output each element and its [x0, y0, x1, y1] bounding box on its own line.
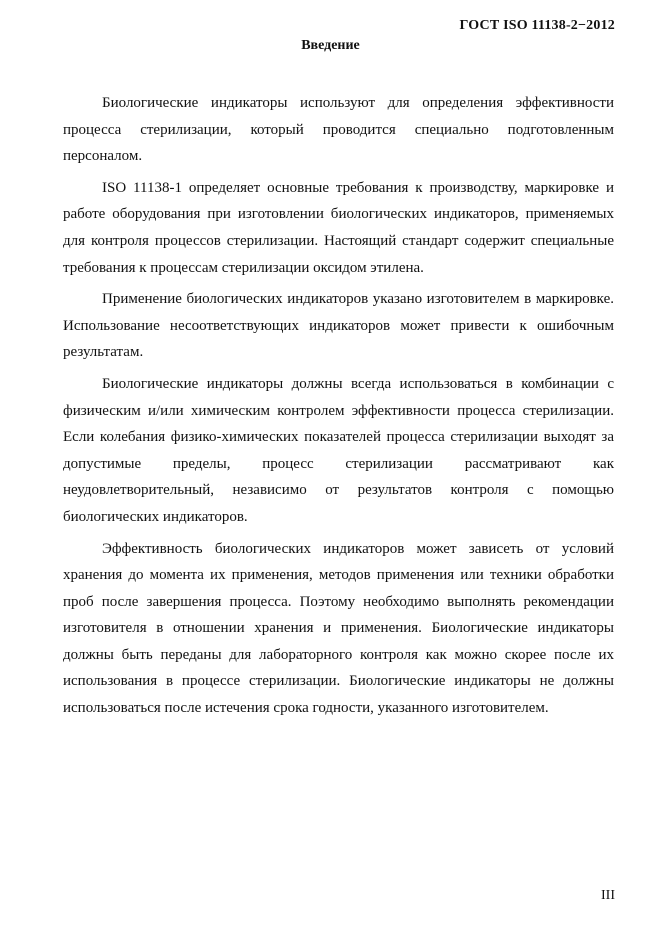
paragraph: Эффективность биологических индикаторов может зависеть от условий хранения до момента их применения, методов применения или техники обработки проб после завершения процесса. Поэтому необходимо выполнять рекомендации изготовителя в отношении хранения и применения. Биологические индикаторы должны быть переданы для лабораторного контроля как можно скорее после их использования в процессе стерилизации. Биологические индикаторы не должны использоваться после истечения срока годности, указанного изготовителем.: [63, 540, 614, 717]
standard-code-header: ГОСТ ISO 11138-2−2012: [459, 18, 615, 33]
paragraph: Биологические индикаторы используют для определения эффективности процесса стерилизации, который проводится специально подготовленным персоналом.: [63, 95, 614, 165]
paragraph: Применение биологических индикаторов указано изготовителем в маркировке. Использование несоответствующих индикаторов может привести к ошибочным результатам.: [63, 291, 614, 361]
paragraph: Биологические индикаторы должны всегда использоваться в комбинации с физическим и/или химическим контролем эффективности процесса стерилизации. Если колебания физико-химических показателей процесса стерилизации выходят за допустимые пределы, процесс стерилизации рассматривают как неудовлетворительный, независимо от результатов контроля с помощью биологических индикаторов.: [63, 375, 614, 525]
paragraph: ISO 11138-1 определяет основные требования к производству, маркировке и работе оборудования при изготовлении биологических индикаторов, применяемых для контроля процессов стерилизации. Настоящий стандарт содержит специальные требования к процессам стерилизации оксидом этилена.: [63, 179, 614, 276]
section-title: Введение: [301, 38, 360, 53]
document-body: [63, 90, 614, 727]
page-number: III: [601, 888, 615, 903]
